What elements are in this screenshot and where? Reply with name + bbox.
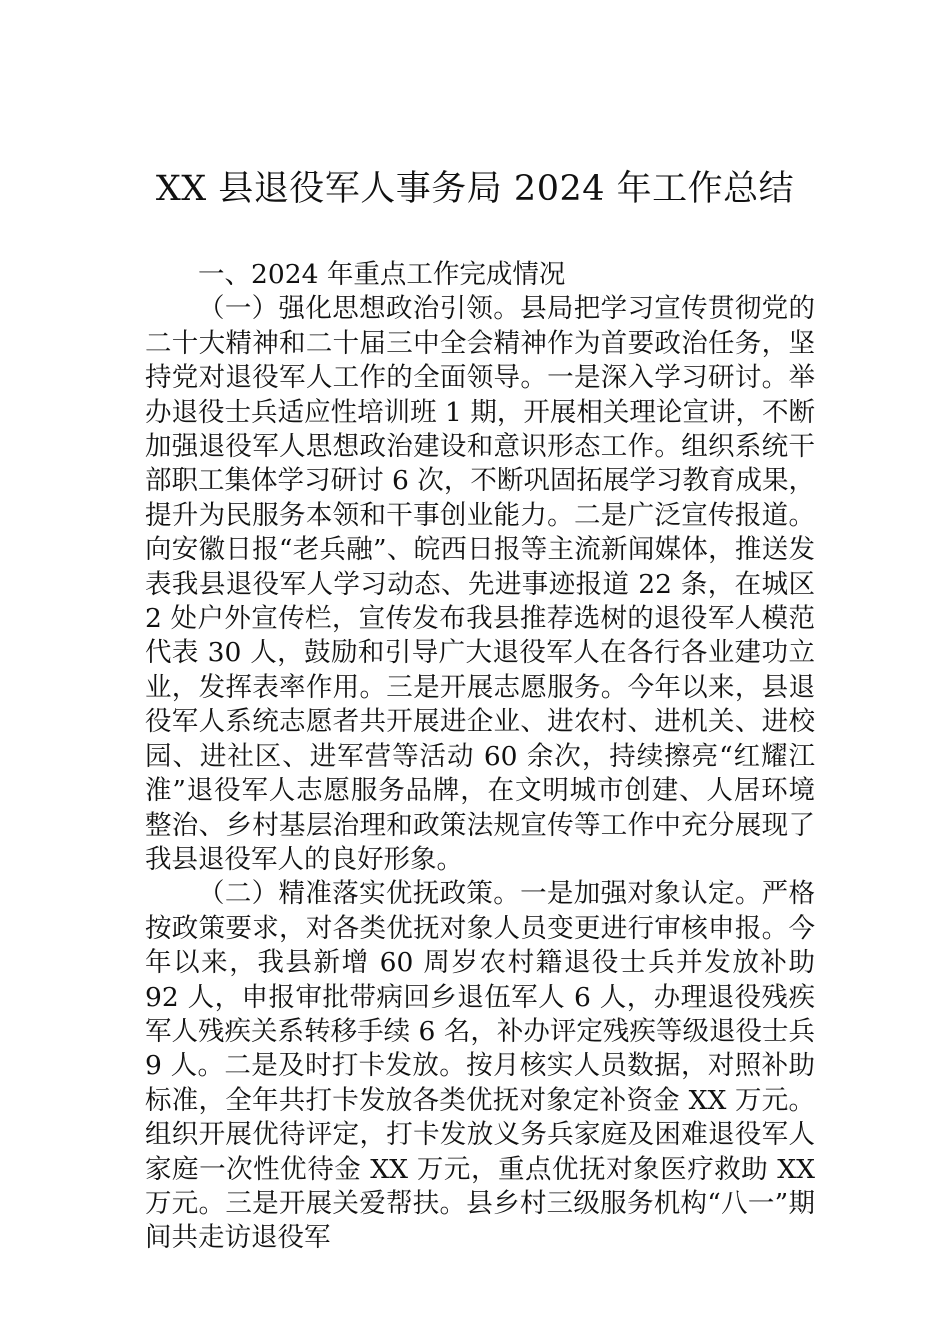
section-heading: 一、2024 年重点工作完成情况 (198, 259, 566, 290)
paragraph-ideology: （一）强化思想政治引领。县局把学习宣传贯彻党的二十大精神和二十届三中全会精神作为首要政治任务，坚持党对退役军人工作的全面领导。一是深入学习研讨。举办退役士兵适应性培训班 1 期，开展相关理论宣讲，不断加强退役军人思想政治建设和意识形态工作。组织系统干部职工集体学习研讨 6 次，不断巩固拓展学习教育成果，提升为民服务本领和干事创业能力。二是广泛宣传报道。向安徽日报“老兵融”、皖西日报等主流新闻媒体，推送发表我县退役军人学习动态、先进事迹报道 22 条，在城区 2 处户外宣传栏，宣传发布我县推荐选树的退役军人模范代表 30 人，鼓励和引导广大退役军人在各行各业建功立业，发挥表率作用。三是开展志愿服务。今年以来，县退役军人系统志愿者共开展进企业、进农村、进机关、进校园、进社区、进军营等活动 60 余次，持续擦亮“红耀江淮”退役军人志愿服务品牌，在文明城市创建、人居环境整治、乡村基层治理和政策法规宣传等工作中充分展现了我县退役军人的良好形象。 (145, 293, 815, 875)
document-title: XX 县退役军人事务局 2024 年工作总结 (155, 169, 795, 209)
paragraph-policy: （二）精准落实优抚政策。一是加强对象认定。严格按政策要求，对各类优抚对象人员变更进行审核申报。今年以来，我县新增 60 周岁农村籍退役士兵并发放补助 92 人，申报审批带病回乡退伍军人 6 人，办理退役残疾军人残疾关系转移手续 6 名，补办评定残疾等级退役士兵 9 人。二是及时打卡发放。按月核实人员数据，对照补助标准，全年共打卡发放各类优抚对象定补资金 XX 万元。组织开展优待评定，打卡发放义务兵家庭及困难退役军人家庭一次性优待金 XX 万元，重点优抚对象医疗救助 XX 万元。三是开展关爱帮扶。县乡村三级服务机构“八一”期间共走访退役军 (145, 878, 815, 1254)
document-body (145, 258, 815, 1256)
